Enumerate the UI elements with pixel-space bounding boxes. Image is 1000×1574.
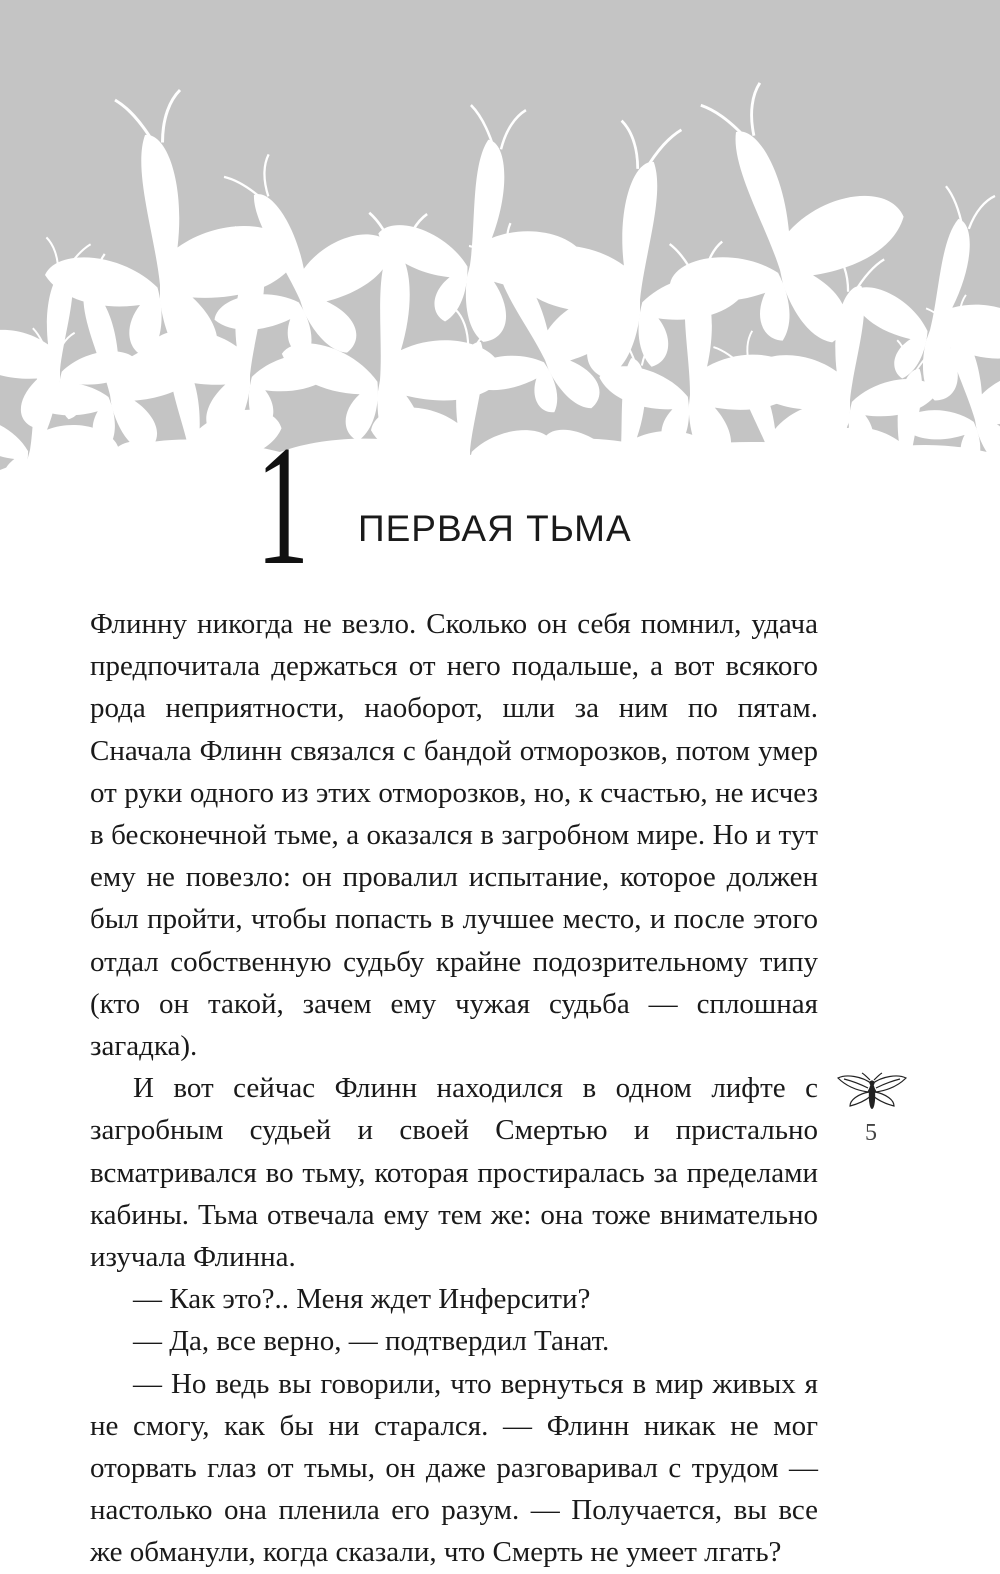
dialogue-line: — Как это?.. Меня ждет Инферсити? [133,1283,591,1316]
page-number: 5 [865,1120,877,1146]
moth-icon [836,1072,908,1116]
paragraph: Флинну никогда не везло. Сколько он себя помнил, удача предпочитала держаться от него подальше, а вот всякого рода неприятности, наоборот, шли за ним по пятам. Сначала Флинн связался с бандой отморозков, потом умер от руки одного из этих отморозков, но, к счастью, не исчез в бесконечной тьме, а оказался в загробном мире. Но и тут ему не повезло: он провалил испытание, которое должен был пройти, чтобы попасть в лучшее место, и после этого отдал собственную судьбу крайне подозрительному типу (кто он такой, зачем ему чужая судьба — сплошная загадка). [90,608,818,1063]
dialogue-line: — Да, все верно, — подтвердил Танат. [133,1325,610,1358]
chapter-title: ПЕРВАЯ ТЬМА [358,508,632,549]
dialogue-line: — Но ведь вы говорили, что вернуться в мир живых я не смогу, как бы ни старался. — Флинн никак не мог оторвать глаз от тьмы, он даже разговаривал с трудом — настолько она пленила его разум. — Получается, вы все же обманули, когда сказали, что Смерть не умеет лгать? [90,1367,818,1569]
chapter-body [90,603,818,1574]
butterflies-illustration [0,0,1000,470]
paragraph: И вот сейчас Флинн находился в одном лифте с загробным судьей и своей Смертью и пристально всматривался во тьму, которая простиралась за пределами кабины. Тьма отвечала ему тем же: она тоже внимательно изучала Флинна. [90,1072,818,1274]
chapter-number: 1 [256,411,310,601]
